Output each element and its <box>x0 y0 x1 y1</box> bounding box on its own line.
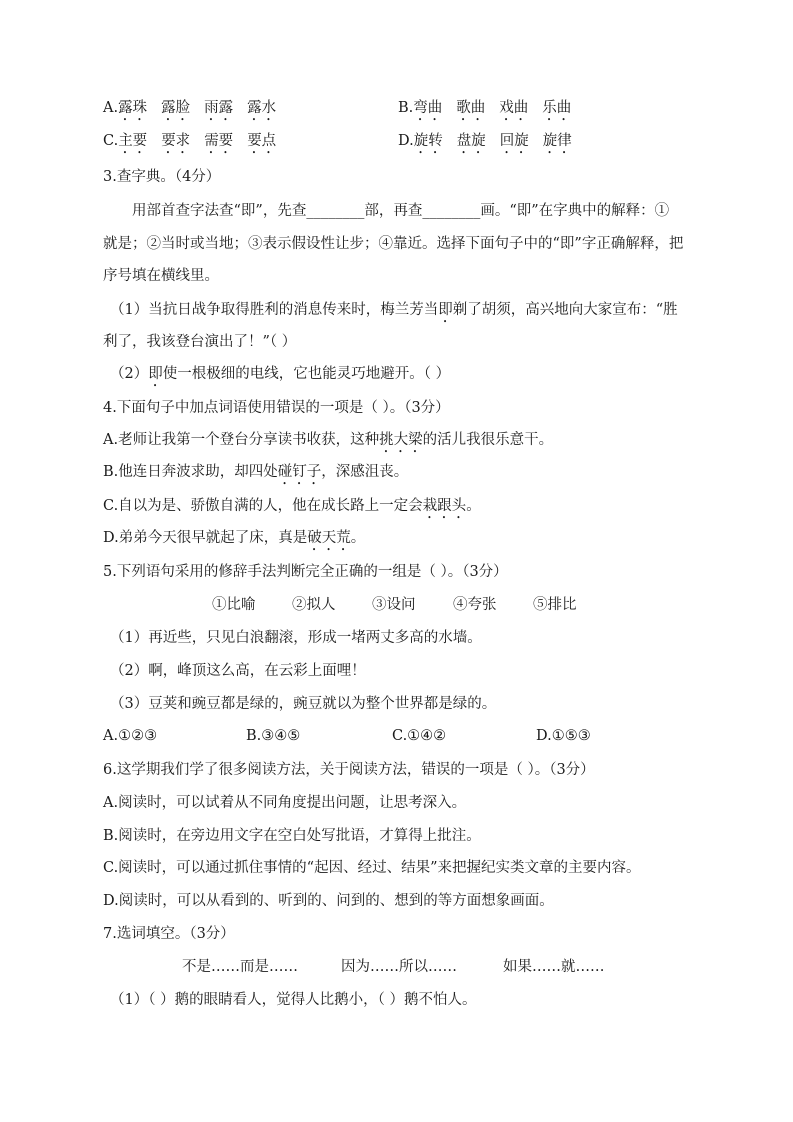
q4-b-keyword: 碰钉子 <box>277 464 322 480</box>
q3-line-2: 就是；②当时或当地；③表示假设性让步；④靠近。选择下面句子中的“即”字正确解释，把 <box>103 236 684 252</box>
q2-a-word-1: 露珠 <box>118 100 148 116</box>
q7-pair-1: 不是……而是…… <box>182 959 298 975</box>
q4-a-keyword: 挑大梁 <box>379 432 423 448</box>
q3-sentence-1: （1）当抗日战争取得胜利的消息传来时，梅兰芳当即剃了胡须，高兴地向大家宣布：“胜 <box>110 302 678 318</box>
q4-option-c: C.自以为是、骄傲自满的人，他在成长路上一定会栽跟头。 <box>103 498 481 514</box>
q2-option-b: B.弯曲 歌曲 戏曲 乐曲 <box>398 100 572 116</box>
q2-d-word-4: 旋律 <box>542 133 572 149</box>
q4-c-keyword: 栽跟头 <box>422 498 467 514</box>
q6-option-a: A.阅读时，可以试着从不同角度提出问题，让思考深入。 <box>103 795 467 811</box>
q4-option-a: A.老师让我第一个登台分享读书收获，这种挑大梁的活儿我很乐意干。 <box>103 432 554 448</box>
q2-a-word-4: 露水 <box>247 100 277 116</box>
q3-title: 3.查字典。（4分） <box>103 169 221 185</box>
q5-sentence-3: （3）豆荚和豌豆都是绿的，豌豆就以为整个世界都是绿的。 <box>110 696 497 712</box>
q5-sentence-2: （2）啊，峰顶这么高，在云彩上面哩！ <box>110 663 366 679</box>
q2-d-word-3: 回旋 <box>499 133 529 149</box>
q7-sentence-1: （1）（ ）鹅的眼睛看人，觉得人比鹅小，（ ）鹅不怕人。 <box>110 992 477 1008</box>
q3-s2-keyword: 即 <box>148 366 163 382</box>
q7-pair-3: 如果……就…… <box>503 959 605 975</box>
q2-b-word-3: 戏曲 <box>499 100 529 116</box>
q4-title: 4.下面句子中加点词语使用错误的一项是（ ）。（3分） <box>103 400 450 416</box>
q7-title: 7.选词填空。（3分） <box>103 926 235 942</box>
q5-sentence-1: （1）再近些，只见白浪翻滚，形成一堵两丈多高的水墙。 <box>110 630 482 646</box>
q3-sentence-2: （2）即使一根极细的电线，它也能灵巧地避开。（ ） <box>110 366 451 382</box>
q2-b-word-2: 歌曲 <box>456 100 486 116</box>
q5-device-2: ②拟人 <box>292 597 336 613</box>
q2-option-a: A.露珠 露脸 雨露 露水 <box>103 100 277 116</box>
q7-pair-2: 因为……所以…… <box>341 959 457 975</box>
q2-option-d: D.旋转 盘旋 回旋 旋律 <box>398 133 572 149</box>
q2-a-word-3: 雨露 <box>204 100 234 116</box>
q2-c-word-3: 需要 <box>204 133 234 149</box>
q3-line-3: 序号填在横线里。 <box>103 268 219 284</box>
q4-option-b: B.他连日奔波求助，却四处碰钉子，深感沮丧。 <box>103 464 409 480</box>
q5-device-1: ①比喻 <box>212 597 256 613</box>
q2-c-word-2: 要求 <box>161 133 191 149</box>
q6-title: 6.这学期我们学了很多阅读方法，关于阅读方法，错误的一项是（ ）。（3分） <box>103 762 595 778</box>
q2-option-c: C.主要 要求 需要 要点 <box>103 133 277 149</box>
q5-option-a: A.①②③ <box>103 728 158 744</box>
q5-device-5: ⑤排比 <box>533 597 577 613</box>
q2-b-word-1: 弯曲 <box>413 100 443 116</box>
q5-title: 5.下列语句采用的修辞手法判断完全正确的一组是（ ）。（3分） <box>103 564 508 580</box>
q4-d-keyword: 破天荒 <box>307 530 351 546</box>
q3-sentence-1-cont: 利了，我该登台演出了！”（ ） <box>103 334 297 350</box>
q5-option-c: C.①④② <box>392 728 447 744</box>
q6-option-b: B.阅读时，在旁边用文字在空白处写批语，才算得上批注。 <box>103 828 481 844</box>
q5-option-b: B.③④⑤ <box>246 728 301 744</box>
q6-option-c: C.阅读时，可以通过抓住事情的“起因、经过、结果”来把握纪实类文章的主要内容。 <box>103 860 641 876</box>
q2-c-word-4: 要点 <box>247 133 277 149</box>
q2-b-word-4: 乐曲 <box>542 100 572 116</box>
q3-line-1: 用部首查字法查“即”，先查________部，再查________画。“即”在字典中的解释：① <box>132 203 670 219</box>
q2-d-word-2: 盘旋 <box>456 133 486 149</box>
q5-device-3: ③设问 <box>372 597 416 613</box>
q5-device-4: ④夸张 <box>453 597 497 613</box>
q5-option-d: D.①⑤③ <box>536 728 591 744</box>
q3-s1-keyword: 即 <box>438 302 453 318</box>
q4-option-d: D.弟弟今天很早就起了床，真是破天荒。 <box>103 530 366 546</box>
q2-c-word-1: 主要 <box>118 133 148 149</box>
q2-d-word-1: 旋转 <box>413 133 443 149</box>
q2-a-word-2: 露脸 <box>161 100 191 116</box>
q6-option-d: D.阅读时，可以从看到的、听到的、问到的、想到的等方面想象画面。 <box>103 893 554 909</box>
